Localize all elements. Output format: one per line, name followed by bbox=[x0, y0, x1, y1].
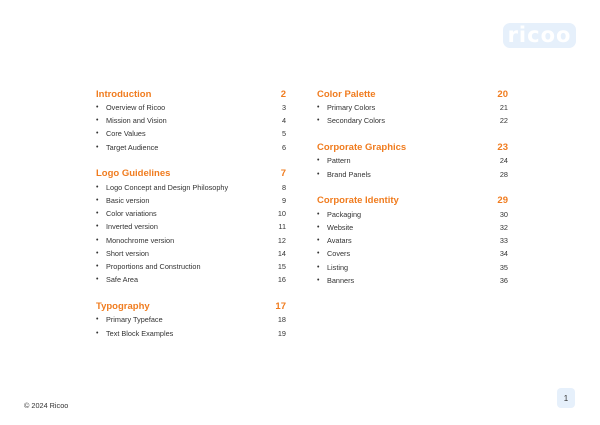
toc-entry-page-number: 36 bbox=[499, 275, 508, 285]
bullet-icon: • bbox=[317, 276, 320, 284]
toc-entry-label-wrap bbox=[96, 236, 174, 245]
toc-entry-label: Banners bbox=[327, 275, 355, 285]
bullet-icon: • bbox=[96, 262, 99, 270]
toc-entry-page-number: 4 bbox=[281, 116, 286, 126]
toc-entry-label: Covers bbox=[327, 249, 351, 259]
toc-section-heading[interactable] bbox=[317, 87, 508, 101]
page-number-badge bbox=[557, 388, 575, 408]
toc-entry-label-wrap bbox=[96, 116, 167, 125]
toc-section bbox=[96, 299, 286, 339]
section-page-number: 29 bbox=[497, 195, 508, 207]
section-title: Introduction bbox=[96, 88, 152, 100]
bullet-icon: • bbox=[96, 236, 99, 244]
toc-entry-label: Logo Concept and Design Philosophy bbox=[106, 182, 229, 192]
toc-entry[interactable] bbox=[96, 141, 286, 154]
section-title: Corporate Identity bbox=[317, 195, 399, 207]
toc-entry[interactable] bbox=[96, 101, 286, 114]
toc-entry-label-wrap bbox=[317, 103, 375, 112]
toc-entry[interactable] bbox=[317, 274, 508, 287]
toc-entry-page-number: 33 bbox=[499, 236, 508, 246]
toc-entry[interactable] bbox=[317, 234, 508, 247]
toc-entry-label: Target Audience bbox=[106, 142, 159, 152]
toc-section bbox=[96, 167, 286, 287]
page-number: 1 bbox=[563, 393, 569, 403]
toc-entry[interactable] bbox=[317, 261, 508, 274]
toc-entry[interactable] bbox=[96, 194, 286, 207]
bullet-icon: • bbox=[96, 104, 99, 112]
toc-entry-label-wrap bbox=[96, 183, 228, 192]
toc-entry-page-number: 10 bbox=[277, 209, 286, 219]
bullet-icon: • bbox=[317, 263, 320, 271]
bullet-icon: • bbox=[96, 329, 99, 337]
bullet-icon: • bbox=[317, 157, 320, 165]
section-title: Typography bbox=[96, 300, 150, 312]
toc-left-column bbox=[96, 87, 286, 353]
toc-entry-label: Website bbox=[327, 223, 354, 233]
toc-entry-label: Primary Colors bbox=[327, 103, 376, 113]
bullet-icon: • bbox=[317, 104, 320, 112]
toc-entry-page-number: 21 bbox=[499, 103, 508, 113]
bullet-icon: • bbox=[96, 117, 99, 125]
brand-logo bbox=[503, 23, 576, 48]
toc-entry[interactable] bbox=[96, 181, 286, 194]
toc-entry-page-number: 14 bbox=[277, 248, 286, 258]
toc-entry[interactable] bbox=[96, 326, 286, 339]
toc-entry[interactable] bbox=[317, 168, 508, 181]
toc-entry-label: Secondary Colors bbox=[327, 116, 385, 126]
toc-entry[interactable] bbox=[96, 234, 286, 247]
toc-entry-label: Safe Area bbox=[106, 275, 139, 285]
toc-entry-page-number: 35 bbox=[499, 262, 508, 272]
toc-entry-label-wrap bbox=[96, 196, 149, 205]
bullet-icon: • bbox=[317, 210, 320, 218]
bullet-icon: • bbox=[96, 197, 99, 205]
toc-section bbox=[96, 87, 286, 154]
toc-entry-page-number: 28 bbox=[499, 169, 508, 179]
toc-entry-label: Proportions and Construction bbox=[106, 261, 201, 271]
bullet-icon: • bbox=[96, 223, 99, 231]
bullet-icon: • bbox=[96, 130, 99, 138]
toc-entry-label: Mission and Vision bbox=[106, 116, 167, 126]
bullet-icon: • bbox=[317, 117, 320, 125]
bullet-icon: • bbox=[96, 276, 99, 284]
toc-entry-page-number: 6 bbox=[281, 142, 286, 152]
section-page-number: 7 bbox=[280, 168, 286, 180]
toc-entry-label: Primary Typeface bbox=[106, 315, 163, 325]
toc-entry-label: Avatars bbox=[327, 236, 352, 246]
toc-entry-page-number: 19 bbox=[277, 328, 286, 338]
toc-entry[interactable] bbox=[96, 247, 286, 260]
toc-entry-page-number: 5 bbox=[281, 129, 286, 139]
bullet-icon: • bbox=[317, 237, 320, 245]
toc-entry-label-wrap bbox=[317, 276, 354, 285]
toc-entry[interactable] bbox=[317, 154, 508, 167]
toc-entry-label: Text Block Examples bbox=[106, 328, 174, 338]
toc-entry-label-wrap bbox=[96, 103, 165, 112]
section-page-number: 23 bbox=[497, 141, 508, 153]
toc-entry-label: Overview of Ricoo bbox=[106, 103, 166, 113]
toc-section bbox=[317, 140, 508, 180]
bullet-icon: • bbox=[96, 316, 99, 324]
toc-entry[interactable] bbox=[317, 247, 508, 260]
toc-entry-page-number: 12 bbox=[277, 235, 286, 245]
toc-entry[interactable] bbox=[96, 207, 286, 220]
section-title: Logo Guidelines bbox=[96, 168, 171, 180]
toc-entry-label: Listing bbox=[327, 262, 349, 272]
bullet-icon: • bbox=[96, 143, 99, 151]
toc-entry-page-number: 3 bbox=[281, 103, 286, 113]
copyright-footer: © 2024 Ricoo bbox=[24, 401, 69, 410]
toc-entry-page-number: 9 bbox=[281, 196, 286, 206]
toc-entry-page-number: 18 bbox=[277, 315, 286, 325]
bullet-icon: • bbox=[317, 250, 320, 258]
section-page-number: 2 bbox=[280, 88, 286, 100]
toc-entry-page-number: 15 bbox=[277, 261, 286, 271]
toc-entry-label-wrap bbox=[317, 116, 385, 125]
toc-entry-label-wrap bbox=[317, 210, 361, 219]
toc-section-heading[interactable] bbox=[317, 140, 508, 154]
toc-entry-label-wrap bbox=[96, 222, 158, 231]
toc-entry-label: Basic version bbox=[106, 196, 150, 206]
toc-entry-page-number: 22 bbox=[499, 116, 508, 126]
toc-entry-label-wrap bbox=[317, 249, 350, 258]
toc-entry-label-wrap bbox=[317, 170, 371, 179]
bullet-icon: • bbox=[317, 224, 320, 232]
toc-entry-label-wrap bbox=[96, 143, 158, 152]
toc-entry-label-wrap bbox=[317, 156, 351, 165]
toc-entry-label: Color variations bbox=[106, 209, 157, 219]
toc-entry-label-wrap bbox=[317, 263, 348, 272]
toc-section-heading[interactable] bbox=[96, 167, 286, 181]
toc-entry-label: Packaging bbox=[327, 209, 362, 219]
section-title: Color Palette bbox=[317, 88, 376, 100]
toc-entry-label-wrap bbox=[96, 129, 146, 138]
toc-entry[interactable] bbox=[317, 101, 508, 114]
bullet-icon: • bbox=[317, 170, 320, 178]
toc-entry[interactable] bbox=[317, 208, 508, 221]
toc-right-column bbox=[317, 87, 508, 300]
toc-entry-label-wrap bbox=[96, 329, 173, 338]
toc-entry-label: Pattern bbox=[327, 156, 351, 166]
toc-section bbox=[317, 194, 508, 287]
toc-entry-label: Short version bbox=[106, 248, 149, 258]
toc-section-heading[interactable] bbox=[96, 299, 286, 313]
toc-entry-label-wrap bbox=[317, 223, 353, 232]
section-page-number: 17 bbox=[275, 300, 286, 312]
toc-entry-label-wrap bbox=[96, 275, 138, 284]
toc-entry[interactable] bbox=[96, 260, 286, 273]
section-page-number: 20 bbox=[497, 88, 508, 100]
toc-entry[interactable] bbox=[96, 114, 286, 127]
toc-entry-page-number: 8 bbox=[281, 182, 286, 192]
toc-entry[interactable] bbox=[96, 220, 286, 233]
toc-entry-page-number: 34 bbox=[499, 249, 508, 259]
section-title: Corporate Graphics bbox=[317, 141, 407, 153]
toc-entry-label: Monochrome version bbox=[106, 235, 175, 245]
toc-entry-label: Brand Panels bbox=[327, 169, 371, 179]
logo-text: ricoo bbox=[507, 23, 572, 47]
toc-entry[interactable] bbox=[317, 114, 508, 127]
toc-entry-label-wrap bbox=[96, 315, 163, 324]
toc-entry-page-number: 16 bbox=[277, 275, 286, 285]
toc-entry[interactable] bbox=[96, 127, 286, 140]
toc-entry[interactable] bbox=[317, 221, 508, 234]
toc-entry[interactable] bbox=[96, 273, 286, 286]
toc-entry-label-wrap bbox=[96, 209, 157, 218]
bullet-icon: • bbox=[96, 183, 99, 191]
toc-entry[interactable] bbox=[96, 313, 286, 326]
toc-entry-page-number: 30 bbox=[499, 209, 508, 219]
toc-entry-label-wrap bbox=[317, 236, 352, 245]
toc-entry-label: Core Values bbox=[106, 129, 146, 139]
bullet-icon: • bbox=[96, 210, 99, 218]
toc-entry-page-number: 24 bbox=[499, 156, 508, 166]
toc-entry-page-number: 32 bbox=[499, 223, 508, 233]
toc-entry-page-number: 11 bbox=[278, 222, 286, 232]
bullet-icon: • bbox=[96, 249, 99, 257]
toc-entry-label-wrap bbox=[96, 249, 149, 258]
toc-entry-label: Inverted version bbox=[106, 222, 158, 232]
toc-section bbox=[317, 87, 508, 127]
toc-section-heading[interactable] bbox=[96, 87, 286, 101]
toc-section-heading[interactable] bbox=[317, 194, 508, 208]
toc-entry-label-wrap bbox=[96, 262, 201, 271]
